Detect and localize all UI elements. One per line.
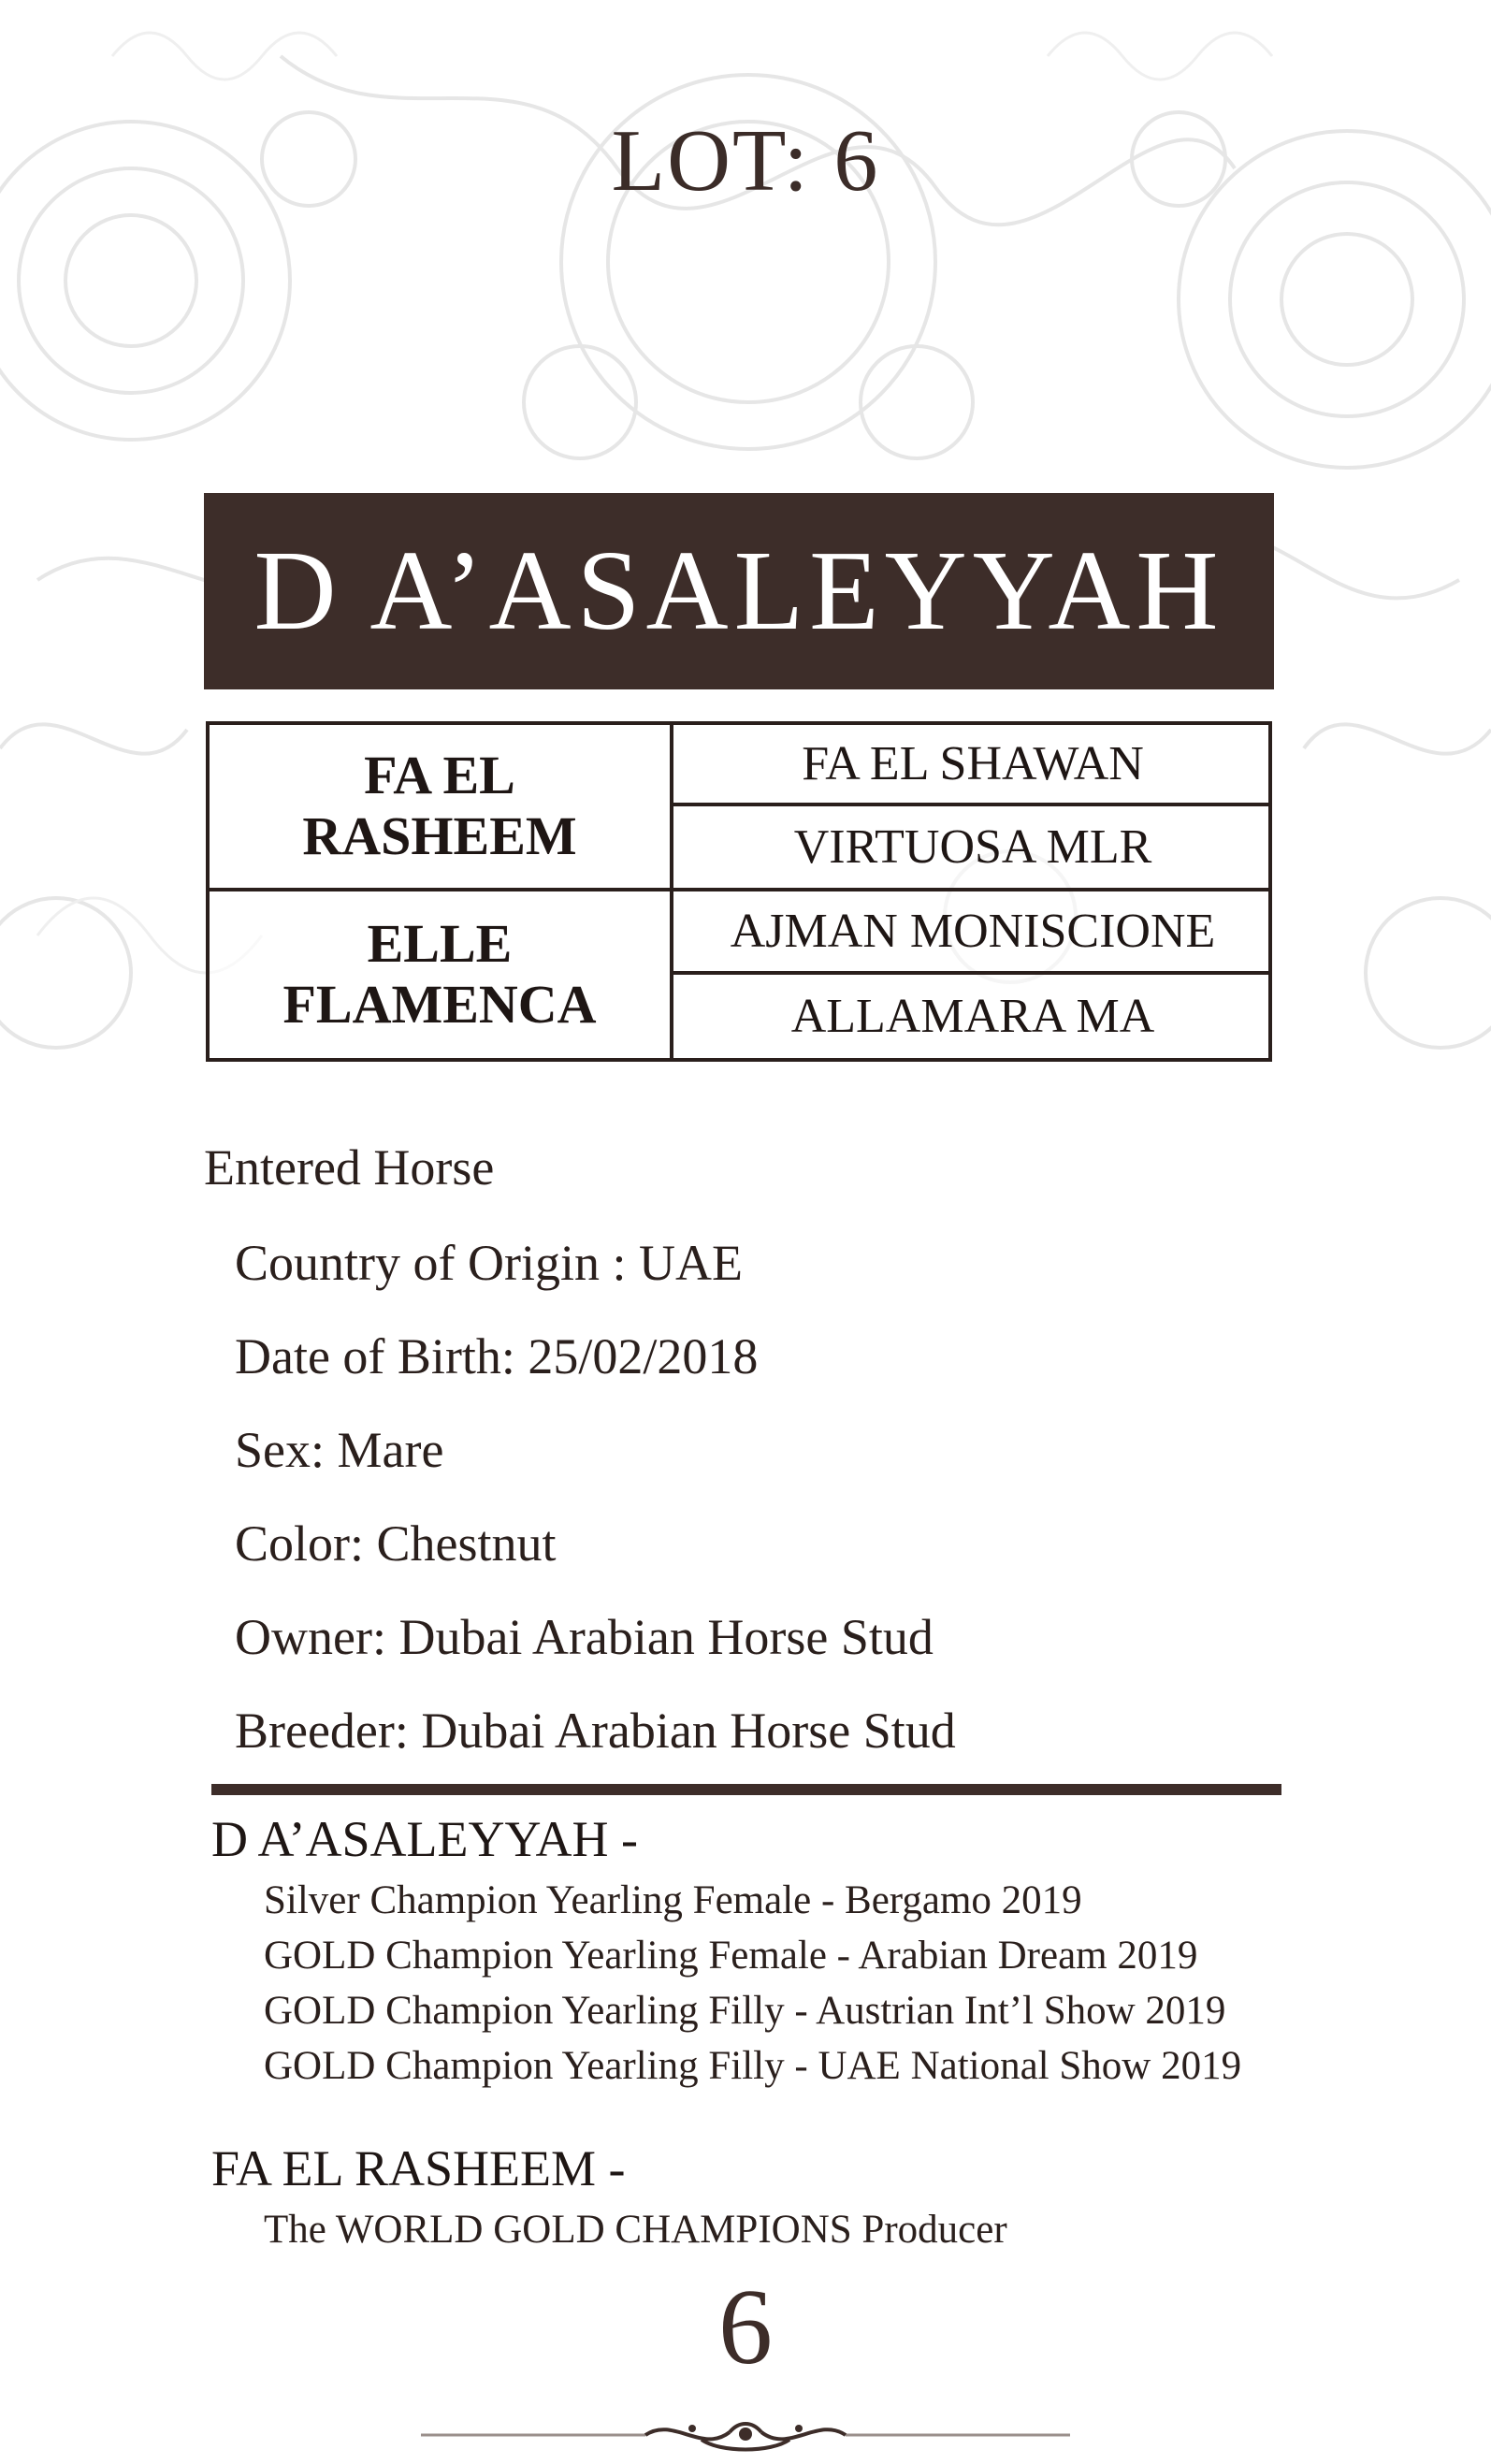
award-item: GOLD Champion Yearling Filly - UAE National Show 2019 xyxy=(264,2044,1242,2088)
pedigree-sire-sire: FA EL SHAWAN xyxy=(673,725,1272,806)
detail-breeder: Breeder: Dubai Arabian Horse Stud xyxy=(235,1703,956,1759)
section-divider xyxy=(211,1784,1281,1795)
award-item: GOLD Champion Yearling Female - Arabian Dream 2019 xyxy=(264,1934,1198,1978)
pedigree-dam-row xyxy=(210,891,1268,1058)
dam-name-line1: ELLE xyxy=(367,913,513,975)
pedigree-sire-dam: VIRTUOSA MLR xyxy=(793,820,1152,874)
detail-date-of-birth: Date of Birth: 25/02/2018 xyxy=(235,1328,759,1384)
horse-details xyxy=(204,1132,1326,1777)
lot-title: LOT: 6 xyxy=(611,112,880,210)
detail-owner: Owner: Dubai Arabian Horse Stud xyxy=(235,1609,934,1665)
detail-country: Country of Origin : UAE xyxy=(235,1235,743,1291)
awards-section xyxy=(211,1805,1427,2257)
pedigree-dam-sire: AJMAN MONISCIONE xyxy=(673,891,1272,975)
sire-name-line1: FA EL xyxy=(364,745,515,806)
detail-color: Color: Chestnut xyxy=(235,1515,557,1572)
sire-awards-heading: FA EL RASHEEM - xyxy=(211,2140,626,2196)
dam-name-line2: FLAMENCA xyxy=(282,974,597,1035)
page-number: 6 xyxy=(718,2268,773,2387)
pedigree-sire xyxy=(210,725,673,888)
pedigree-dam-dam: ALLAMARA MA xyxy=(790,990,1155,1043)
horse-awards-heading: D A’ASALEYYAH - xyxy=(211,1811,638,1867)
sire-award-item: The WORLD GOLD CHAMPIONS Producer xyxy=(264,2208,1007,2252)
award-item: GOLD Champion Yearling Filly - Austrian Int’l Show 2019 xyxy=(264,1989,1226,2033)
entered-horse-heading: Entered Horse xyxy=(204,1139,495,1196)
pedigree-dam xyxy=(210,891,673,1058)
pedigree-sire-row xyxy=(210,725,1268,891)
sire-name-line2: RASHEEM xyxy=(302,805,577,866)
horse-name: D A’ASALEYYAH xyxy=(253,528,1224,654)
detail-sex: Sex: Mare xyxy=(235,1422,444,1478)
award-item: Silver Champion Yearling Female - Bergamo 2019 xyxy=(264,1878,1082,1922)
pedigree-table xyxy=(206,721,1272,1062)
footer-ornament-icon xyxy=(421,2412,1070,2458)
horse-name-banner xyxy=(204,493,1274,689)
